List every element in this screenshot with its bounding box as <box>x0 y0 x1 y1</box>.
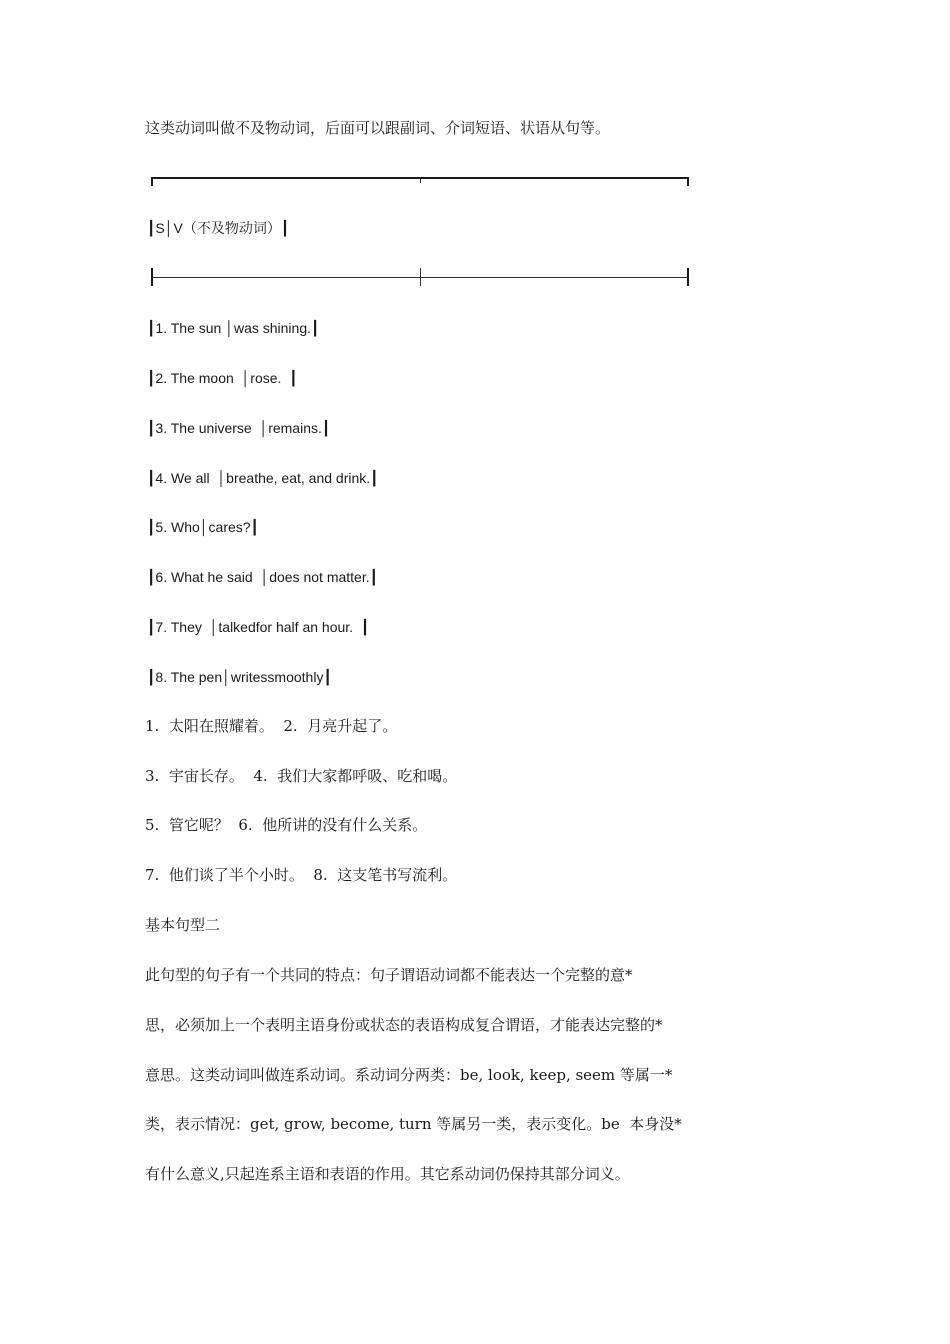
table-top-right-corner <box>687 177 689 186</box>
table-row: ┃1. The sun │was shining.┃ <box>147 320 320 336</box>
table-top-middle-tick <box>420 177 421 183</box>
translation-line: 3. 宇宙长存。 4. 我们大家都呼吸、吃和喝。 <box>145 767 458 785</box>
section-title: 基本句型二 <box>145 916 221 934</box>
intro-text: 这类动词叫做不及物动词，后面可以跟副词、介词短语、状语从句等。 <box>145 119 611 137</box>
paragraph-line: 有什么意义,只起连系主语和表语的作用。其它系动词仍保持其部分词义。 <box>145 1165 630 1183</box>
table-row: ┃6. What he said │does not matter.┃ <box>147 569 379 585</box>
paragraph-line: 意思。这类动词叫做连系动词。系动词分两类：be, look, keep, seem 等属一* <box>145 1066 673 1084</box>
translation-line: 7. 他们谈了半个小时。 8. 这支笔书写流利。 <box>145 866 458 884</box>
translation-line: 1. 太阳在照耀着。 2. 月亮升起了。 <box>145 717 398 735</box>
table-row: ┃2. The moon │rose. ┃ <box>147 370 298 386</box>
paragraph-line: 类，表示情况：get, grow, become, turn 等属另一类，表示变化。be 本身没* <box>145 1115 682 1133</box>
table-top-left-corner <box>151 177 153 186</box>
table-separator-cross <box>420 268 421 286</box>
table-row: ┃7. They │talkedfor half an hour. ┃ <box>147 619 370 635</box>
translation-line: 5. 管它呢？ 6. 他所讲的没有什么关系。 <box>145 816 428 834</box>
table-row: ┃3. The universe │remains.┃ <box>147 420 331 436</box>
table-separator-right <box>687 268 689 286</box>
table-row: ┃8. The pen│writessmoothly┃ <box>147 669 332 685</box>
table-header-row: ┃S│V（不及物动词）┃ <box>147 220 290 236</box>
table-separator-left <box>151 268 153 286</box>
table-row: ┃4. We all │breathe, eat, and drink.┃ <box>147 470 379 486</box>
table-row: ┃5. Who│cares?┃ <box>147 519 259 535</box>
paragraph-line: 此句型的句子有一个共同的特点：句子谓语动词都不能表达一个完整的意* <box>145 966 633 984</box>
paragraph-line: 思，必须加上一个表明主语身份或状态的表语构成复合谓语，才能表达完整的* <box>145 1016 663 1034</box>
